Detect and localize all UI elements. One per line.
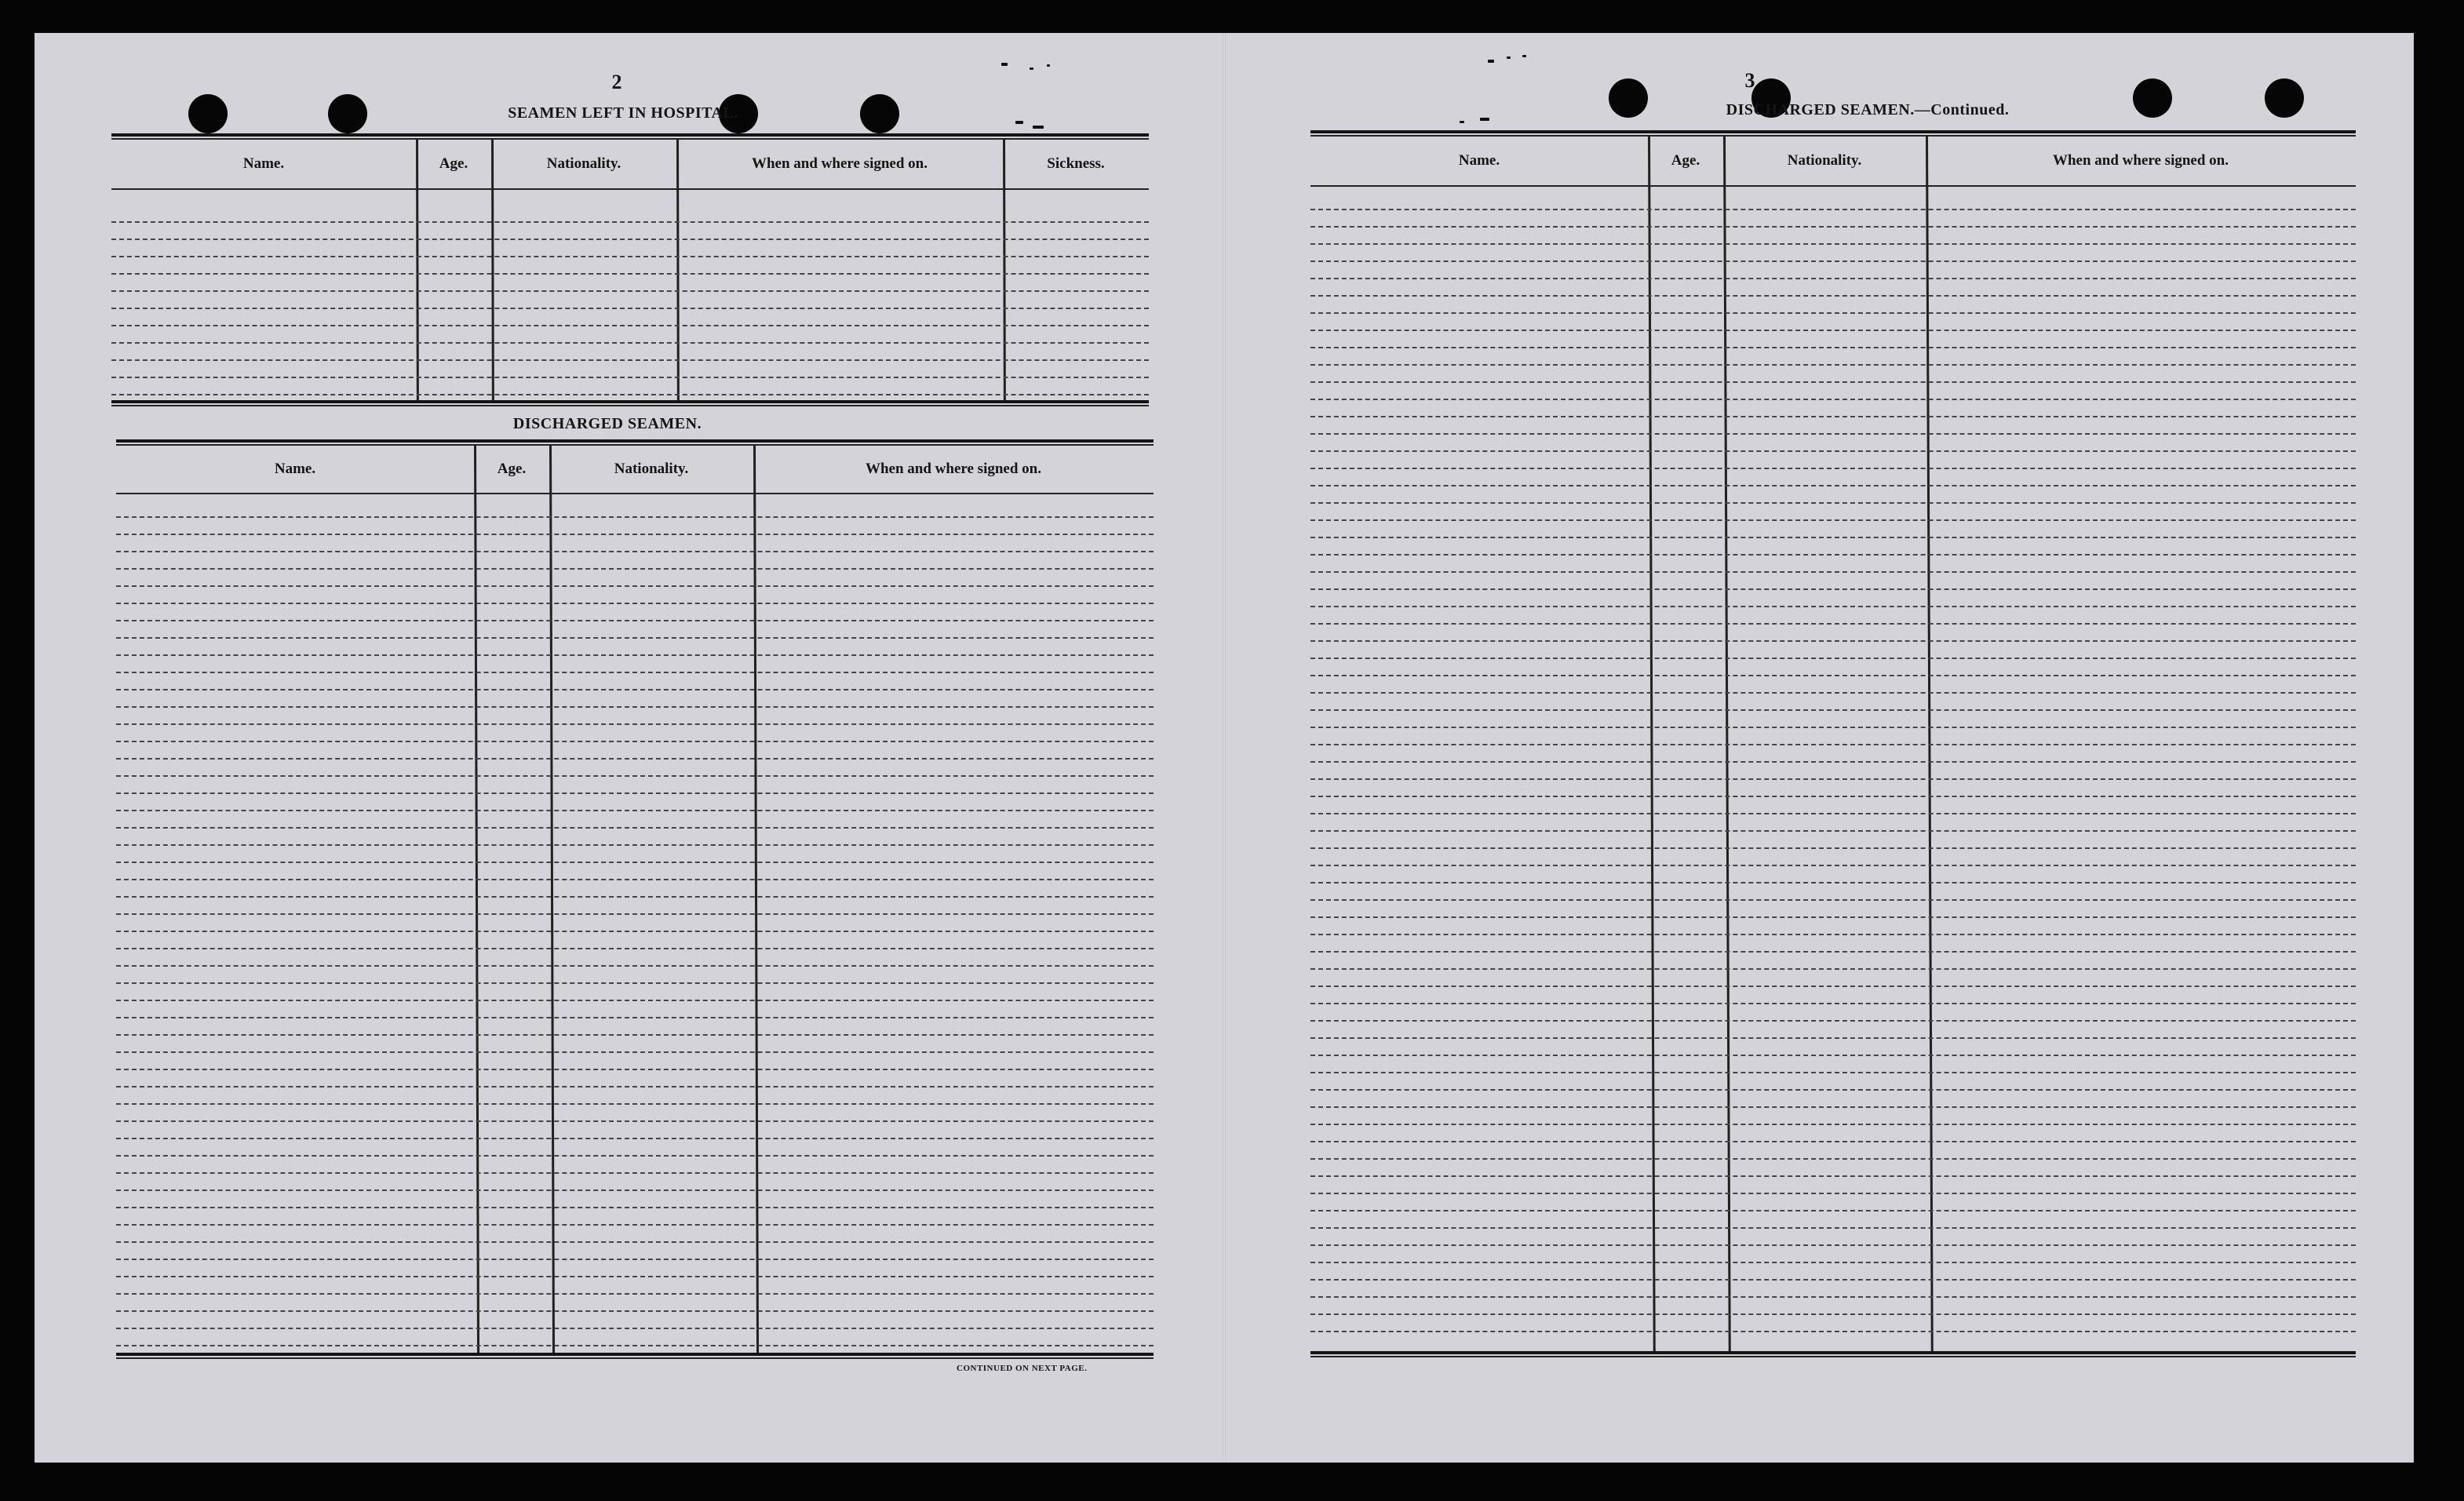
ruled-line [1310,1124,2356,1125]
ruled-line [116,689,1154,690]
ruled-line [1310,1313,2356,1315]
ruled-line [1310,485,2356,486]
column-header: Name. [274,461,316,477]
ruled-line [1310,623,2356,625]
ruled-line [1310,519,2356,521]
ruled-line [111,342,1149,344]
punch-hole [328,94,367,133]
column-header: Age. [439,155,468,172]
ruled-line [116,516,1154,518]
ruled-line [1310,761,2356,763]
column-header: Name. [242,155,285,172]
ruled-line [1310,1210,2356,1211]
header-rule-top [116,439,1154,443]
ruled-line [116,534,1154,535]
ruled-line [116,913,1154,915]
ruled-line [1310,330,2356,331]
ruled-line [1310,381,2356,383]
ink-speck [1015,121,1023,124]
column-divider [549,446,555,1353]
page-number: 3 [1744,69,1755,92]
table-bottom-rule-thin [111,405,1149,406]
ruled-line [1310,450,2356,452]
column-header: When and where signed on. [865,461,1041,477]
ruled-line [1310,571,2356,573]
ruled-line [116,1224,1154,1226]
ruled-line [116,1120,1154,1122]
column-header: Age. [497,461,527,477]
ruled-line [1310,364,2356,366]
column-header: Nationality. [546,155,621,172]
page-number: 2 [611,71,622,93]
ruled-line [1310,537,2356,538]
ruled-line [116,1017,1154,1018]
ruled-line [1310,1262,2356,1263]
ruled-line [116,758,1154,760]
table-bottom-rule [116,1353,1154,1356]
ruled-line [1310,554,2356,556]
ruled-line [1310,588,2356,590]
ruled-line [116,1103,1154,1105]
ruled-line [116,862,1154,863]
table-bottom-rule-thin [1310,1356,2356,1357]
column-header: Age. [1671,152,1700,169]
header-rule-top [111,133,1149,137]
ruled-line [1310,502,2356,504]
ruled-line [116,879,1154,880]
ruled-line [111,308,1149,309]
ruled-line [116,568,1154,570]
column-header: Nationality. [614,461,689,477]
ruled-line [116,1155,1154,1157]
ruled-line [116,1259,1154,1260]
ruled-line [116,775,1154,777]
ruled-line [116,1138,1154,1139]
ruled-line [116,1000,1154,1001]
ink-speck [1507,56,1511,59]
ruled-line [1310,658,2356,659]
punch-hole [2265,78,2304,118]
ruled-line [1310,692,2356,694]
ruled-line [111,290,1149,292]
section-title-discharged: DISCHARGED SEAMEN. [512,415,702,432]
left-page [35,33,1224,1463]
ruled-line [1310,278,2356,279]
ruled-line [111,256,1149,257]
ruled-line [1310,951,2356,953]
ruled-line [1310,934,2356,935]
header-rule-bottom [116,493,1154,494]
ruled-line [116,1051,1154,1053]
ruled-line [116,551,1154,552]
ruled-line [1310,1331,2356,1332]
column-divider [474,446,479,1353]
ink-speck [1480,118,1489,121]
punch-hole [2133,78,2172,118]
ruled-line [1310,985,2356,987]
ruled-line [1310,882,2356,883]
continued-note: CONTINUED ON NEXT PAGE. [957,1364,1088,1373]
ruled-line [116,672,1154,673]
ruled-line [1310,1227,2356,1229]
ruled-line [1310,727,2356,728]
ruled-line [1310,1020,2356,1022]
ruled-line [116,792,1154,794]
ruled-line [1310,709,2356,711]
ruled-line [116,1172,1154,1174]
right-page [1224,33,2414,1463]
ruled-line [116,585,1154,587]
column-header: Nationality. [1787,152,1862,169]
header-rule-top [1310,130,2356,133]
ruled-line [1310,865,2356,866]
ruled-line [116,1190,1154,1191]
ruled-line [116,1034,1154,1036]
ruled-line [116,620,1154,621]
ruled-line [1310,1072,2356,1073]
ruled-line [111,239,1149,240]
ink-speck [1001,63,1008,66]
ruled-line [116,706,1154,708]
table-bottom-rule [1310,1351,2356,1354]
ruled-line [116,1241,1154,1243]
header-rule-bottom [111,188,1149,190]
ruled-line [116,844,1154,846]
ruled-line [1310,416,2356,417]
header-rule-bottom [1310,185,2356,187]
ruled-line [1310,916,2356,918]
ruled-line [1310,778,2356,780]
ruled-line [1310,675,2356,676]
ruled-line [116,1328,1154,1329]
ruled-line [1310,847,2356,849]
ruled-line [1310,295,2356,297]
ruled-line [116,1069,1154,1070]
punch-hole [188,94,228,133]
ink-speck [1033,126,1044,129]
ruled-line [116,982,1154,984]
ruled-line [1310,1158,2356,1160]
ruled-line [116,603,1154,604]
ruled-line [111,221,1149,223]
ruled-line [116,637,1154,639]
ruled-line [1310,243,2356,245]
ruled-line [111,325,1149,326]
ruled-line [1310,606,2356,607]
ruled-line [1310,1193,2356,1194]
ruled-line [1310,1055,2356,1056]
ruled-line [116,654,1154,656]
ruled-line [111,377,1149,378]
ruled-line [116,948,1154,949]
punch-hole [860,94,899,133]
ruled-line [116,1086,1154,1087]
ruled-line [116,965,1154,967]
ruled-line [1310,226,2356,228]
header-row [111,140,1149,188]
ruled-line [1310,1175,2356,1177]
ruled-line [1310,1089,2356,1091]
ruled-line [1310,830,2356,832]
ruled-line [116,1310,1154,1312]
ruled-line [1310,1279,2356,1281]
ink-speck [1460,121,1464,123]
punch-hole [1609,78,1648,118]
ruled-line [1310,468,2356,469]
ruled-line [116,723,1154,725]
section-title-hospital: SEAMEN LEFT IN HOSPITAL. [508,104,738,122]
ruled-line [1310,1141,2356,1142]
ink-speck [1488,60,1494,63]
ruled-line [1310,1003,2356,1004]
ruled-line [1310,433,2356,435]
ruled-line [116,931,1154,932]
header-row [1310,137,2356,185]
table-bottom-rule-thin [116,1357,1154,1359]
ruled-line [116,1207,1154,1208]
ruled-line [116,1293,1154,1295]
column-divider [753,446,759,1353]
table-bottom-rule [111,400,1149,403]
ruled-line [116,896,1154,898]
ink-speck [1047,64,1050,67]
ruled-line [1310,1244,2356,1246]
ruled-line [1310,968,2356,970]
header-row [116,446,1154,493]
ruled-line [116,1276,1154,1277]
column-header: When and where signed on. [751,155,928,172]
column-header: When and where signed on. [2052,152,2229,169]
ruled-line [1310,813,2356,814]
ruled-line [116,1345,1154,1346]
ruled-line [116,741,1154,742]
ruled-line [1310,899,2356,901]
ink-speck [1030,67,1033,70]
ruled-line [111,394,1149,395]
ruled-line [1310,312,2356,314]
ruled-line [111,359,1149,361]
ruled-line [1310,399,2356,400]
section-title-discharged-continued: DISCHARGED SEAMEN.—Continued. [1726,101,2010,118]
ruled-line [1310,796,2356,797]
ruled-line [1310,744,2356,745]
ruled-line [1310,209,2356,210]
ruled-line [116,827,1154,829]
ruled-line [1310,347,2356,348]
ink-speck [1522,55,1526,57]
ruled-line [1310,1106,2356,1108]
ruled-line [1310,1296,2356,1298]
ruled-line [116,810,1154,811]
ruled-line [1310,640,2356,642]
column-header: Name. [1458,152,1500,169]
ruled-line [111,273,1149,275]
ruled-line [1310,260,2356,262]
column-header: Sickness. [1047,155,1105,172]
ruled-line [1310,1037,2356,1039]
document-spread [35,33,2414,1463]
